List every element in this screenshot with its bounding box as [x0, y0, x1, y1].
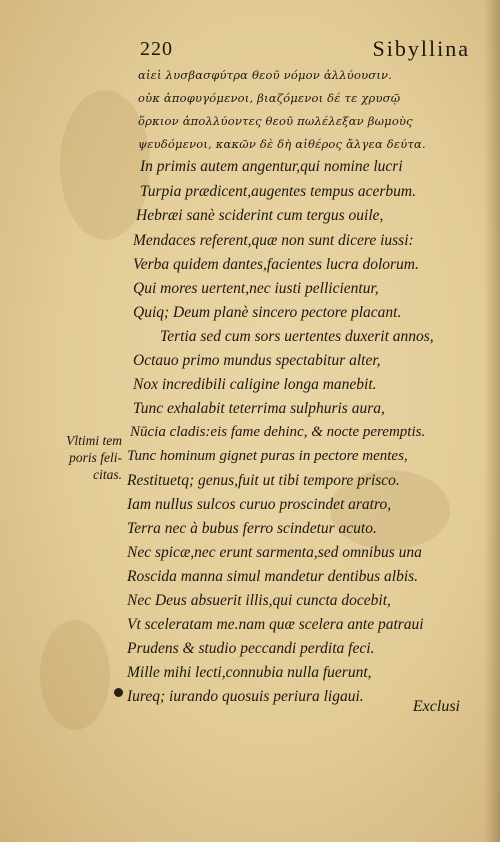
verse-line: Vt sceleratam me.nam quæ scelera ante patraui — [127, 616, 424, 633]
verse-line: Qui mores uertent,nec iusti pellicientur, — [133, 280, 379, 297]
verse-line: Quiq; Deum planè sincero pectore placant. — [133, 304, 402, 321]
verse-line: Mille mihi lecti,connubia nulla fuerunt, — [127, 664, 372, 681]
verse-line: Mendaces referent,quæ non sunt dicere iussi: — [133, 232, 414, 249]
verse-line: Nūcia cladis:eis fame dehinc, & nocte peremptis. — [130, 424, 426, 440]
ink-blot — [114, 688, 123, 697]
marginal-note-line: Vltimi tem — [66, 433, 122, 448]
verse-line: Verba quidem dantes,facientes lucra dolorum. — [133, 256, 419, 273]
verse-line: Roscida manna simul mandetur dentibus albis. — [127, 568, 419, 585]
verse-line: Nec spicæ,nec erunt sarmenta,sed omnibus una — [127, 544, 422, 561]
page-gutter-shadow — [484, 0, 500, 842]
greek-line: ὅρκιον ἀπολλύοντες θεοῦ πωλέλεξαν βωμοὺς — [138, 114, 413, 128]
greek-line: οὐκ ἀποφυγόμενοι, βιαζόμενοι δέ τε χρυσῷ — [138, 91, 401, 105]
greek-line: ψευδόμενοι, κακῶν δὲ δὴ αἰθέρος ἄλγεα δεύτα. — [138, 137, 426, 151]
marginal-note-line: poris feli- — [69, 450, 122, 465]
paper-stain — [40, 620, 110, 730]
verse-line: Restituetq; genus,fuit ut tibi tempore prisco. — [127, 472, 400, 489]
verse-line: Terra nec à bubus ferro scindetur acuto. — [127, 520, 377, 537]
verse-line: Octauo primo mundus spectabitur alter, — [133, 352, 381, 369]
verse-line: Iureq; iurando quosuis periura ligaui. — [127, 688, 364, 705]
catchword: Exclusi — [412, 698, 460, 715]
marginal-note-line: citas. — [93, 467, 122, 482]
verse-line: Tunc hominum gignet puras in pectore mentes, — [127, 448, 408, 464]
verse-line: Tunc exhalabit teterrima sulphuris aura, — [133, 400, 385, 417]
verse-line: Nec Deus absuerit illis,qui cuncta docebit, — [127, 592, 391, 609]
verse-line: Hebræi sanè sciderint cum tergus ouile, — [136, 207, 384, 224]
marginal-note — [30, 432, 122, 483]
verse-line: Tertia sed cum sors uertentes duxerit annos, — [160, 328, 434, 345]
greek-line: αἰεὶ λυσβασφύτρα θεοῦ νόμον ἀλλύουσιν. — [138, 68, 393, 82]
verse-line: Prudens & studio peccandi perdita feci. — [127, 640, 375, 657]
verse-line: Nox incredibili caligine longa manebit. — [133, 376, 377, 393]
page-header — [140, 38, 470, 68]
verse-line: Iam nullus sulcos curuo proscindet aratro, — [127, 496, 392, 513]
page-number: 220 — [140, 38, 173, 60]
verse-line: In primis autem angentur,qui nomine lucri — [140, 158, 403, 175]
verse-line: Turpia prædicent,augentes tempus acerbum. — [140, 183, 416, 200]
running-title: Sibyllina — [372, 36, 470, 61]
